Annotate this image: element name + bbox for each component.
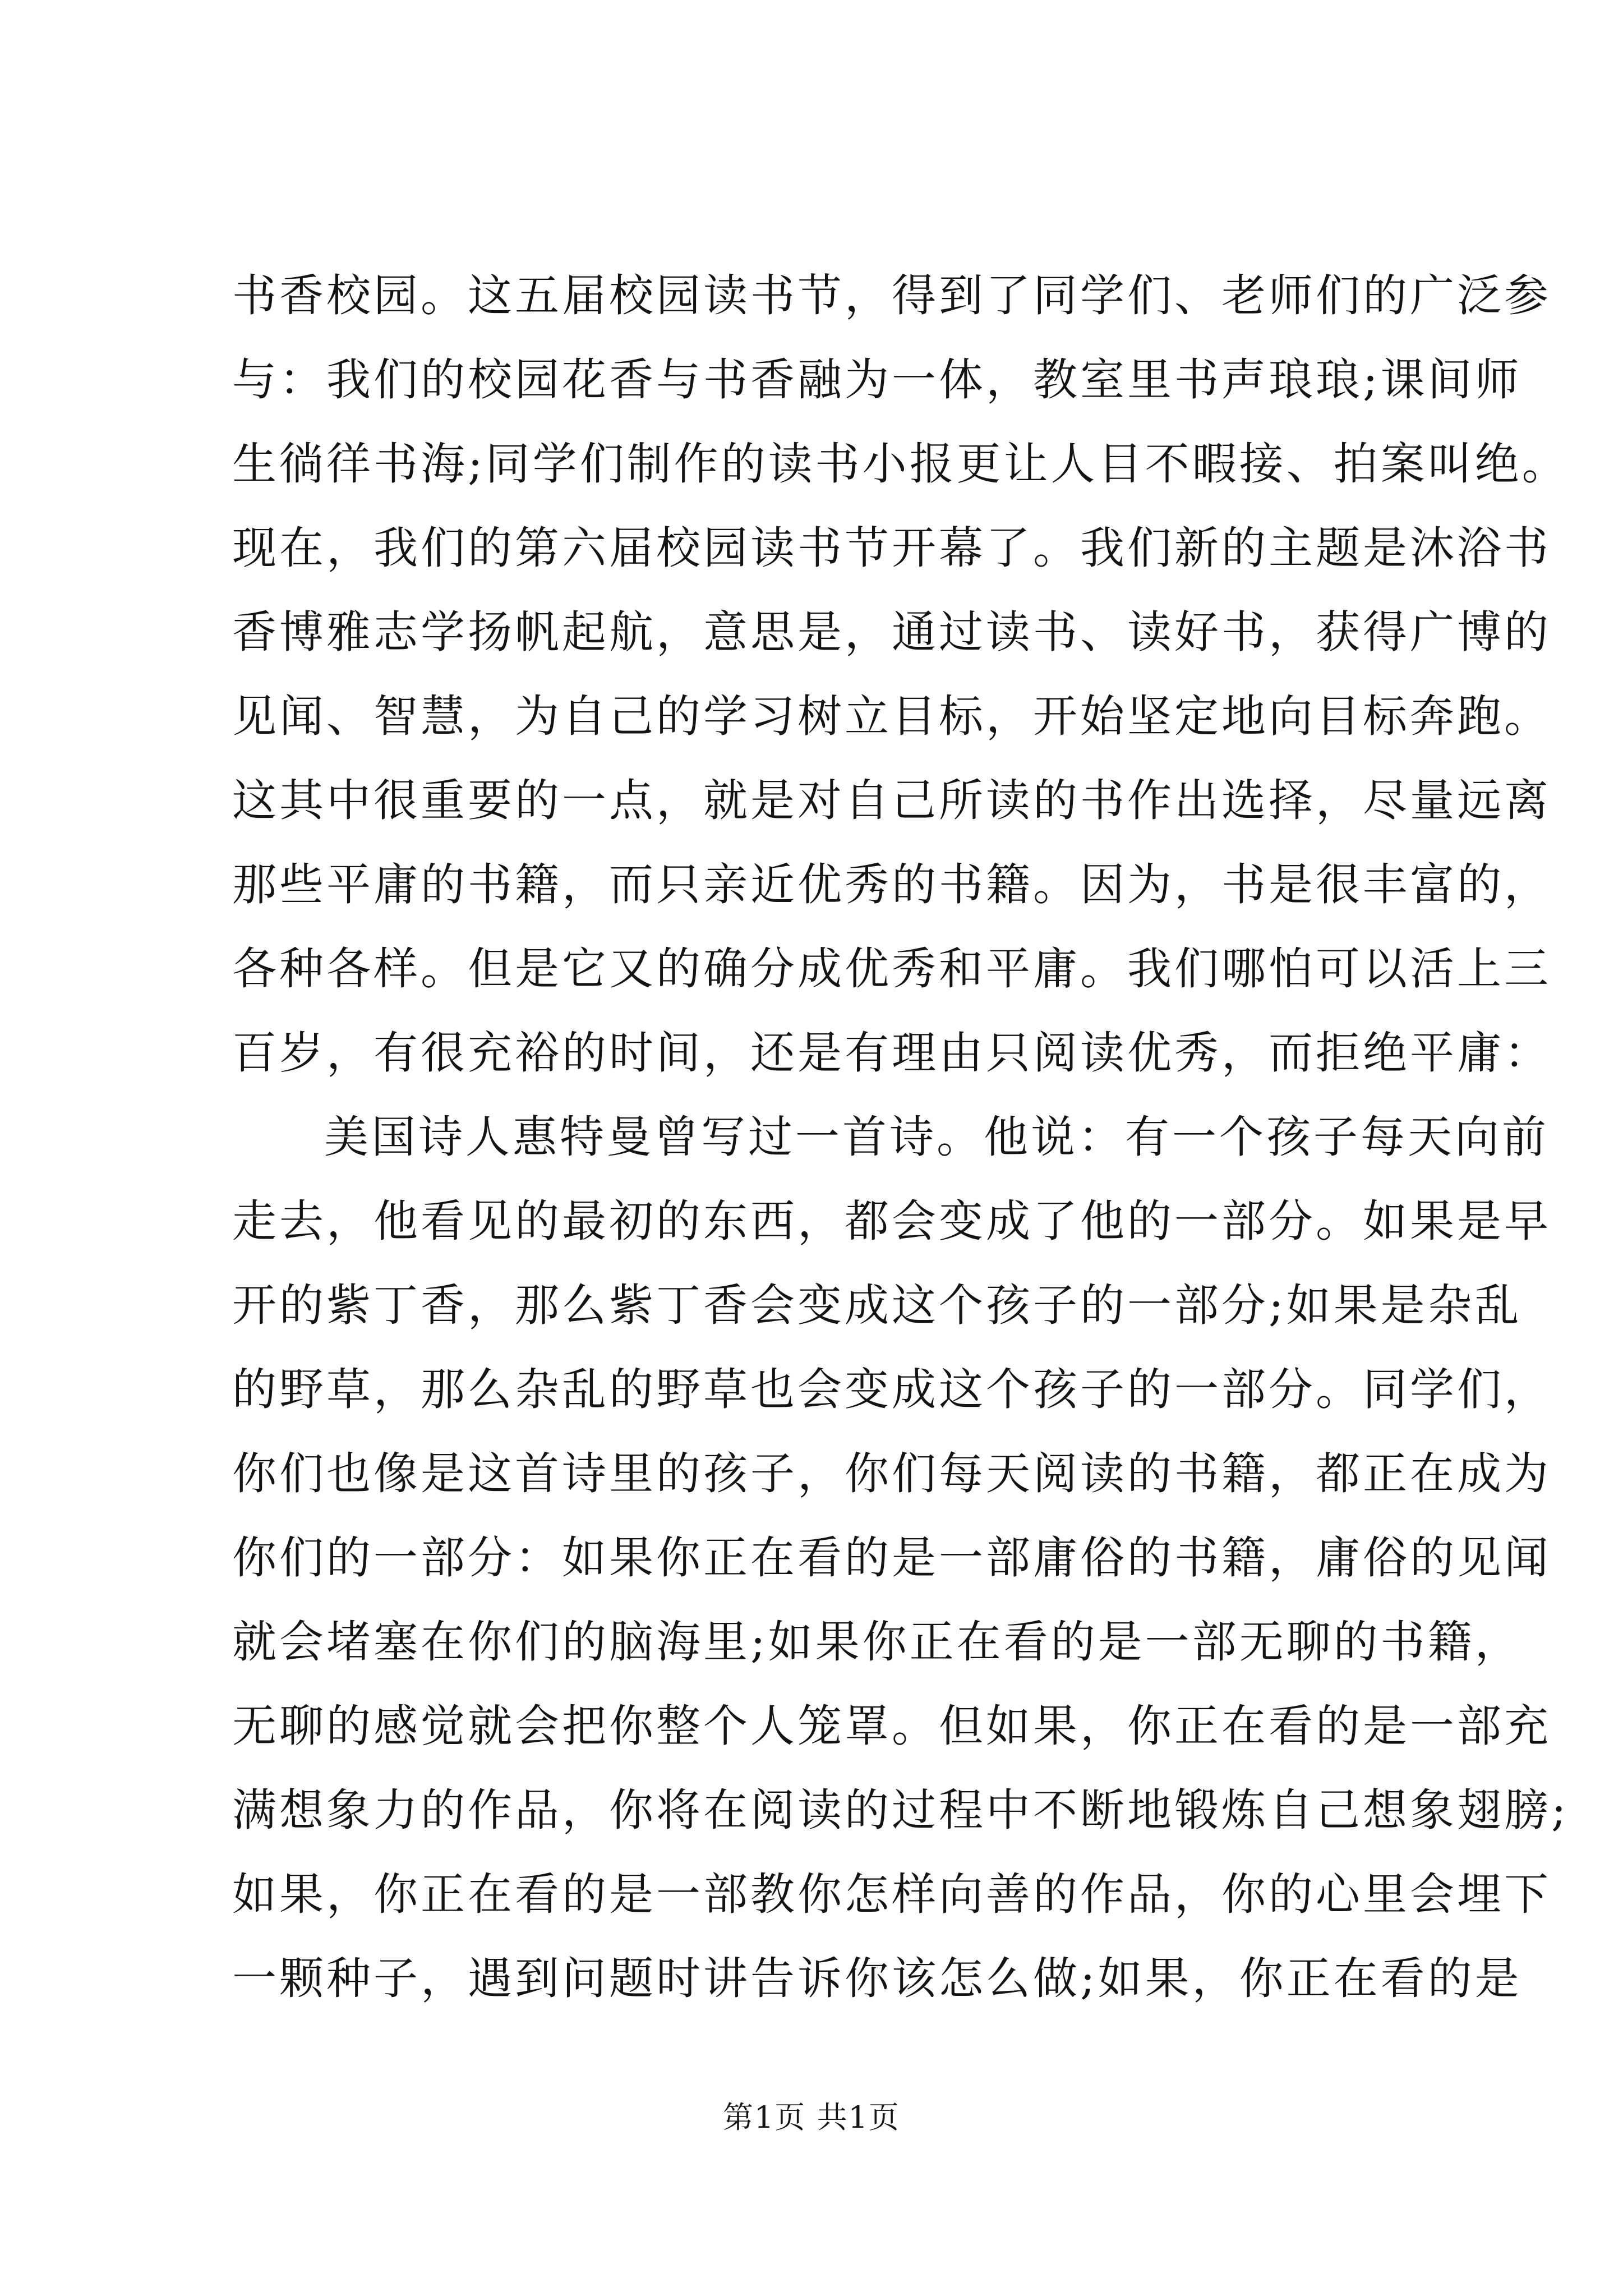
text-line: 无聊的感觉就会把你整个人笼罩。但如果，你正在看的是一部充 (232, 1700, 1551, 1752)
text-line: 生徜徉书海;同学们制作的读书小报更让人目不暇接、拍案叫绝。 (232, 438, 1569, 490)
text-line: 各种各样。但是它又的确分成优秀和平庸。我们哪怕可以活上三 (232, 943, 1551, 995)
text-line: 与：我们的校园花香与书香融为一体，教室里书声琅琅;课间师 (232, 354, 1522, 406)
text-line: 你们的一部分：如果你正在看的是一部庸俗的书籍，庸俗的见闻 (232, 1532, 1551, 1584)
text-line: 这其中很重要的一点，就是对自己所读的书作出选择，尽量远离 (232, 775, 1551, 826)
paragraph-start-line: 美国诗人惠特曼曾写过一首诗。他说：有一个孩子每天向前 (324, 1111, 1549, 1163)
text-line: 开的紫丁香，那么紫丁香会变成这个孩子的一部分;如果是杂乱 (232, 1280, 1522, 1331)
text-line: 就会堵塞在你们的脑海里;如果你正在看的是一部无聊的书籍， (232, 1616, 1522, 1668)
page-footer: 第1页 共1页 (723, 2100, 900, 2135)
text-line: 那些平庸的书籍，而只亲近优秀的书籍。因为，书是很丰富的， (232, 859, 1551, 910)
text-line: 的野草，那么杂乱的野草也会变成这个孩子的一部分。同学们， (232, 1364, 1551, 1415)
text-line: 见闻、智慧，为自己的学习树立目标，开始坚定地向目标奔跑。 (232, 691, 1551, 742)
text-line: 一颗种子，遇到问题时讲告诉你该怎么做;如果，你正在看的是 (232, 1953, 1522, 2004)
text-line: 现在，我们的第六届校园读书节开幕了。我们新的主题是沐浴书 (232, 522, 1551, 574)
text-line: 走去，他看见的最初的东西，都会变成了他的一部分。如果是早 (232, 1195, 1551, 1247)
text-line: 香博雅志学扬帆起航，意思是，通过读书、读好书，获得广博的 (232, 606, 1551, 658)
text-line: 如果，你正在看的是一部教你怎样向善的作品，你的心里会埋下 (232, 1869, 1551, 1920)
text-line: 满想象力的作品，你将在阅读的过程中不断地锻炼自己想象翅膀; (232, 1784, 1569, 1836)
text-line: 百岁，有很充裕的时间，还是有理由只阅读优秀，而拒绝平庸： (232, 1027, 1551, 1079)
body-text (232, 254, 1569, 2021)
text-line: 你们也像是这首诗里的孩子，你们每天阅读的书籍，都正在成为 (232, 1448, 1551, 1499)
text-line: 书香校园。这五届校园读书节，得到了同学们、老师们的广泛参 (232, 270, 1551, 321)
